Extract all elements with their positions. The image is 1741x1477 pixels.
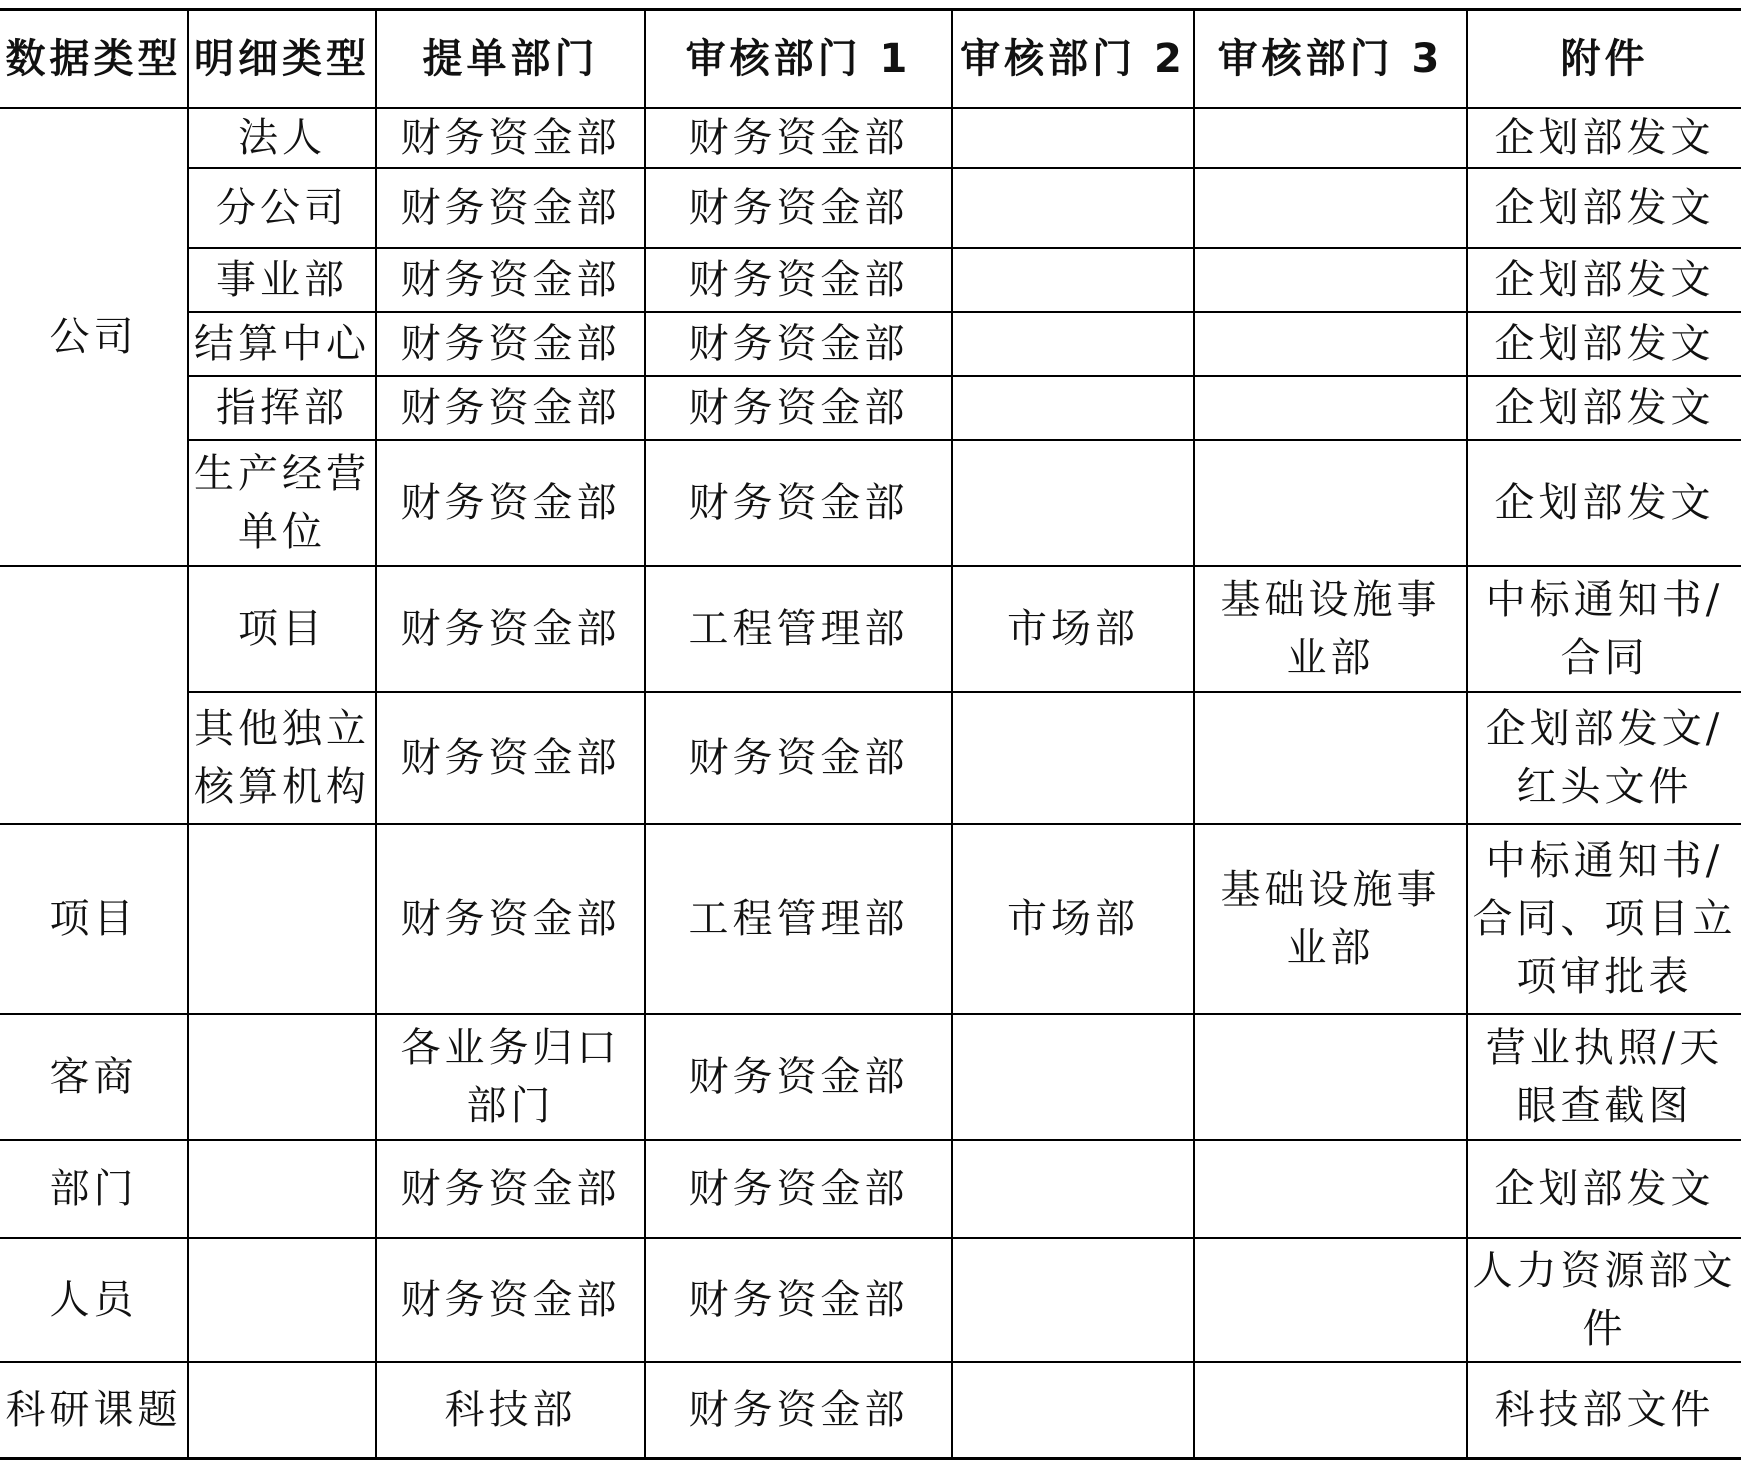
cell-audit-dept-2: [952, 1362, 1194, 1458]
cell-audit-dept-2: [952, 248, 1194, 312]
cell-detail-type: [188, 1140, 376, 1238]
table-row: [0, 566, 1741, 692]
cell-attachment: 企划部发文: [1467, 312, 1741, 376]
cell-data-type: 项目: [0, 824, 188, 1014]
table-row: [0, 1140, 1741, 1238]
table-row: [0, 248, 1741, 312]
cell-audit-dept-1: 财务资金部: [645, 1014, 952, 1140]
cell-audit-dept-2: [952, 168, 1194, 248]
cell-submit-dept: 各业务归口部门: [376, 1014, 645, 1140]
cell-audit-dept-3: [1194, 1014, 1467, 1140]
cell-data-type: 客商: [0, 1014, 188, 1140]
cell-submit-dept: 财务资金部: [376, 1238, 645, 1362]
cell-audit-dept-2: [952, 376, 1194, 440]
cell-audit-dept-1: 财务资金部: [645, 376, 952, 440]
cell-audit-dept-3: [1194, 108, 1467, 168]
cell-audit-dept-3: [1194, 440, 1467, 566]
cell-attachment: 企划部发文: [1467, 168, 1741, 248]
approval-table: [0, 8, 1741, 1460]
cell-detail-type: [188, 824, 376, 1014]
cell-audit-dept-1: 财务资金部: [645, 168, 952, 248]
cell-detail-type: 结算中心: [188, 312, 376, 376]
cell-audit-dept-2: [952, 1014, 1194, 1140]
cell-submit-dept: 财务资金部: [376, 824, 645, 1014]
cell-audit-dept-3: [1194, 312, 1467, 376]
cell-detail-type: 指挥部: [188, 376, 376, 440]
cell-attachment: 人力资源部文件: [1467, 1238, 1741, 1362]
cell-detail-type: [188, 1238, 376, 1362]
table-row: [0, 1238, 1741, 1362]
cell-detail-type: 分公司: [188, 168, 376, 248]
cell-data-type: 人员: [0, 1238, 188, 1362]
cell-attachment: 企划部发文: [1467, 108, 1741, 168]
cell-audit-dept-3: [1194, 1140, 1467, 1238]
cell-audit-dept-1: 财务资金部: [645, 312, 952, 376]
table-row: [0, 824, 1741, 1014]
cell-audit-dept-1: 财务资金部: [645, 248, 952, 312]
header-audit-dept-3: 审核部门 3: [1194, 10, 1467, 109]
cell-data-type: [0, 566, 188, 824]
cell-data-type: 公司: [0, 108, 188, 566]
cell-attachment: 企划部发文/红头文件: [1467, 692, 1741, 824]
cell-attachment: 营业执照/天眼查截图: [1467, 1014, 1741, 1140]
table-row: [0, 108, 1741, 168]
cell-audit-dept-2: [952, 440, 1194, 566]
cell-audit-dept-3: 基础设施事业部: [1194, 566, 1467, 692]
cell-audit-dept-1: 财务资金部: [645, 1362, 952, 1458]
cell-submit-dept: 财务资金部: [376, 376, 645, 440]
cell-audit-dept-3: [1194, 248, 1467, 312]
cell-submit-dept: 财务资金部: [376, 108, 645, 168]
cell-detail-type: 生产经营单位: [188, 440, 376, 566]
cell-detail-type: 项目: [188, 566, 376, 692]
cell-audit-dept-1: 财务资金部: [645, 440, 952, 566]
cell-attachment: 企划部发文: [1467, 376, 1741, 440]
cell-attachment: 中标通知书/合同: [1467, 566, 1741, 692]
cell-submit-dept: 财务资金部: [376, 440, 645, 566]
table-row: [0, 1014, 1741, 1140]
table-row: [0, 692, 1741, 824]
header-audit-dept-1: 审核部门 1: [645, 10, 952, 109]
cell-submit-dept: 财务资金部: [376, 168, 645, 248]
header-detail-type: 明细类型: [188, 10, 376, 109]
cell-audit-dept-2: [952, 108, 1194, 168]
cell-audit-dept-1: 工程管理部: [645, 566, 952, 692]
cell-data-type: 部门: [0, 1140, 188, 1238]
table-row: [0, 376, 1741, 440]
cell-attachment: 中标通知书/合同、项目立项审批表: [1467, 824, 1741, 1014]
cell-data-type: 科研课题: [0, 1362, 188, 1458]
header-audit-dept-2: 审核部门 2: [952, 10, 1194, 109]
cell-attachment: 企划部发文: [1467, 248, 1741, 312]
cell-audit-dept-1: 财务资金部: [645, 1238, 952, 1362]
cell-audit-dept-2: [952, 692, 1194, 824]
table-row: [0, 312, 1741, 376]
cell-detail-type: 其他独立核算机构: [188, 692, 376, 824]
cell-audit-dept-2: [952, 1238, 1194, 1362]
cell-detail-type: [188, 1014, 376, 1140]
cell-detail-type: 事业部: [188, 248, 376, 312]
cell-audit-dept-3: [1194, 376, 1467, 440]
cell-submit-dept: 财务资金部: [376, 692, 645, 824]
cell-audit-dept-1: 财务资金部: [645, 1140, 952, 1238]
cell-attachment: 企划部发文: [1467, 1140, 1741, 1238]
cell-submit-dept: 财务资金部: [376, 1140, 645, 1238]
cell-audit-dept-2: 市场部: [952, 566, 1194, 692]
cell-audit-dept-1: 财务资金部: [645, 692, 952, 824]
header-attachment: 附件: [1467, 10, 1741, 109]
header-submit-dept: 提单部门: [376, 10, 645, 109]
cell-submit-dept: 财务资金部: [376, 312, 645, 376]
cell-audit-dept-2: [952, 312, 1194, 376]
cell-attachment: 企划部发文: [1467, 440, 1741, 566]
cell-audit-dept-3: [1194, 1238, 1467, 1362]
cell-submit-dept: 财务资金部: [376, 248, 645, 312]
table-row: [0, 168, 1741, 248]
table-row: [0, 1362, 1741, 1458]
cell-attachment: 科技部文件: [1467, 1362, 1741, 1458]
cell-audit-dept-2: 市场部: [952, 824, 1194, 1014]
cell-audit-dept-1: 工程管理部: [645, 824, 952, 1014]
cell-audit-dept-1: 财务资金部: [645, 108, 952, 168]
header-data-type: 数据类型: [0, 10, 188, 109]
cell-audit-dept-3: [1194, 168, 1467, 248]
header-row: [0, 10, 1741, 109]
cell-audit-dept-3: [1194, 692, 1467, 824]
cell-detail-type: 法人: [188, 108, 376, 168]
cell-audit-dept-3: [1194, 1362, 1467, 1458]
cell-detail-type: [188, 1362, 376, 1458]
cell-submit-dept: 财务资金部: [376, 566, 645, 692]
table-row: [0, 440, 1741, 566]
cell-audit-dept-2: [952, 1140, 1194, 1238]
cell-submit-dept: 科技部: [376, 1362, 645, 1458]
cell-audit-dept-3: 基础设施事业部: [1194, 824, 1467, 1014]
